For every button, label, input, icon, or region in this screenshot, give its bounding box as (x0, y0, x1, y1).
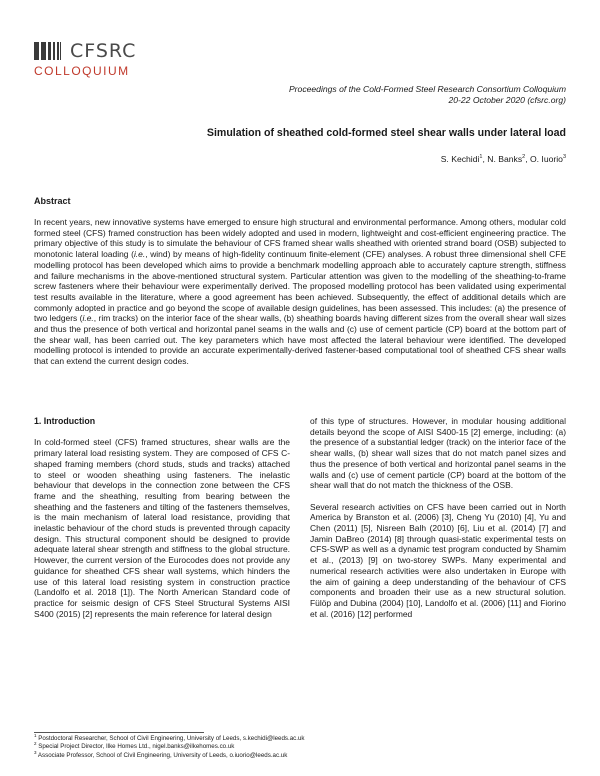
right-column (310, 416, 566, 630)
proceedings-line-2: 20-22 October 2020 (cfsrc.org) (448, 95, 566, 105)
abstract-ie: i.e. (133, 249, 146, 260)
abstract-paragraph (34, 217, 566, 367)
intro-paragraph-left: In cold-formed steel (CFS) framed structures, shear walls are the primary lateral load resisting system. They are composed of CFS C-shaped framing members (chord studs, studs and tracks) attached to steel or wooden sheathing using fasteners. The inelastic behaviour that develops in the connection zone between the CFS frame and the sheathing, resulting from bearing between the sheathing and the fasteners and tilting of the fasteners themselves, is the main mechanism of lateral load resistance, providing that inelastic behaviour of the chord studs is prevented through capacity design. This structural component should be designed to provide adequate lateral shear strength and stiffness to the global structure. However, the current version of the Eurocodes does not provide any guidance for sheathed CFS shear wall systems, which hinders the use of this lateral load resisting system in construction practice (Landolfo et al. 2018 [1]). The North American Standard code of practice for seismic design of CFS Steel Structural Systems AISI S400 (2015) [2] represents the main reference for lateral design (34, 437, 290, 619)
cfsrc-logo (34, 38, 144, 82)
abstract-heading: Abstract (34, 196, 71, 206)
author-separator: , (482, 154, 488, 164)
author-name: S. Kechidi (440, 154, 480, 164)
author-list (441, 154, 566, 165)
logo-abbreviation: CFSRC (70, 40, 137, 62)
footnote-mark: 3 (34, 749, 37, 755)
intro-paragraph-right-2: Several research activities on CFS have been carried out in North America by Branston et al. (2006) [3], Cheng Yu (2010) [4], Yu and Chen (2011) [5], Nisreen Balh (2010) [6], Liu et al. (2014) [7] and Jamin DaBreo (2014) [8] through quasi-static experimental tests on CFS-SWP as well as a dynamic test program conducted by Shamim et al., (2013) [9] on two-storey SWPs. Many experimental and numerical research activities were also undertaken in Europe with the aim of gaining a deep understanding of the behaviour of CFS components and broaden their use as a new structural solution. Fülöp and Dubina (2004) [10], Landolfo et al. (2006) [11] and Fiorino et al. (2016) [12] performed (310, 501, 566, 619)
author-name: O. Iuorio (529, 154, 563, 164)
author-affiliation-mark: 1 (479, 154, 483, 161)
introduction-heading: 1. Introduction (34, 416, 96, 426)
author-separator: , (525, 154, 530, 164)
abstract-ie: i.e. (82, 313, 94, 324)
footnote (34, 749, 566, 760)
paper-title: Simulation of sheathed cold-formed steel shear walls under lateral load (206, 127, 566, 139)
footnote-mark: 1 (34, 732, 37, 738)
footnote-divider (34, 732, 204, 733)
left-column (34, 416, 290, 630)
footnote-text: Special Project Director, Ilke Homes Ltd., nigel.banks@ilkehomes.co.uk (36, 743, 235, 751)
author-name: N. Banks (487, 154, 523, 164)
footnotes (34, 732, 566, 760)
abstract-text: In recent years, new innovative systems have emerged to ensure high structural and environmental performance. Among others, modular cold formed steel (CFS) framed construction has been widely adopted and used in modern, lightweight and cost-efficient engineering practice. The primary objective of this study is to simulate the behaviour of CFS framed shear walls sheathed with oriented strand board (OSB) subjected to monotonic lateral loading ( (34, 217, 566, 260)
author-affiliation-mark: 3 (562, 154, 566, 161)
footnote (34, 743, 566, 751)
footnote-mark: 2 (34, 741, 37, 747)
abstract-text: , wind) by means of high-fidelity continuum finite-element (CFE) analyses. A robust three dimensional shell CFE modelling protocol has been developed which aims to provide a benchmark modelling approach able to accurately capture strength, stiffness and failure mechanisms in the above-mentioned structural system. Particular attention was given to the modelling of the sheathing-to-frame screw fasteners where their behaviour were experimentally derived. The proposed modelling protocol has been validated using experimental test results available in the literature, where a good agreement has been achieved. Subsequently, the effect of additional details which are commonly adopted in practice and go beyond the scope of available design guidelines, has been assessed. This includes: (a) the presence of two ledgers ( (34, 249, 566, 324)
intro-paragraph-right-1: of this type of structures. However, in modular housing additional details beyond the scope of AISI S400-15 [2] emerge, including: (a) the presence of a substantial ledger (track) on the interior face of the shear walls, (b) shear wall sizes that do not match panel sizes and thus the presence of both vertical and horizontal panel seams in the walls and (c) use of cement particle (CP) board at the bottom of the shear wall that do not match the thickness of the OSB. (310, 416, 566, 491)
author-affiliation-mark: 2 (522, 154, 526, 161)
logo-subtitle: COLLOQUIUM (34, 64, 130, 78)
footnote-text: Associate Professor, School of Civil Engineering, University of Leeds, o.iuorio@leeds.ac.uk (36, 751, 288, 759)
footnote-text: Postdoctoral Researcher, School of Civil Engineering, University of Leeds, s.kechidi@leeds.ac.uk (36, 735, 305, 742)
proceedings-line-1: Proceedings of the Cold-Formed Steel Research Consortium Colloquium (288, 84, 566, 94)
logo-bars-icon (34, 42, 70, 60)
proceedings-header (289, 84, 566, 106)
abstract-text: , rim tracks) on the interior face of the shear walls, (b) sheathing boards having different sizes from the overall shear wall sizes and thus the presence of both vertical and horizontal panel seams in the walls and (c) use of cement particle (CP) board at the bottom part of the shear wall, has been carried out. The key parameters which have most affected the lateral behaviour were identified. The developed modelling protocol is intended to provide an accurate experimentally-derived fastener-based computational tool of sheathed CFS shear walls that can extend the current design codes. (34, 313, 566, 367)
